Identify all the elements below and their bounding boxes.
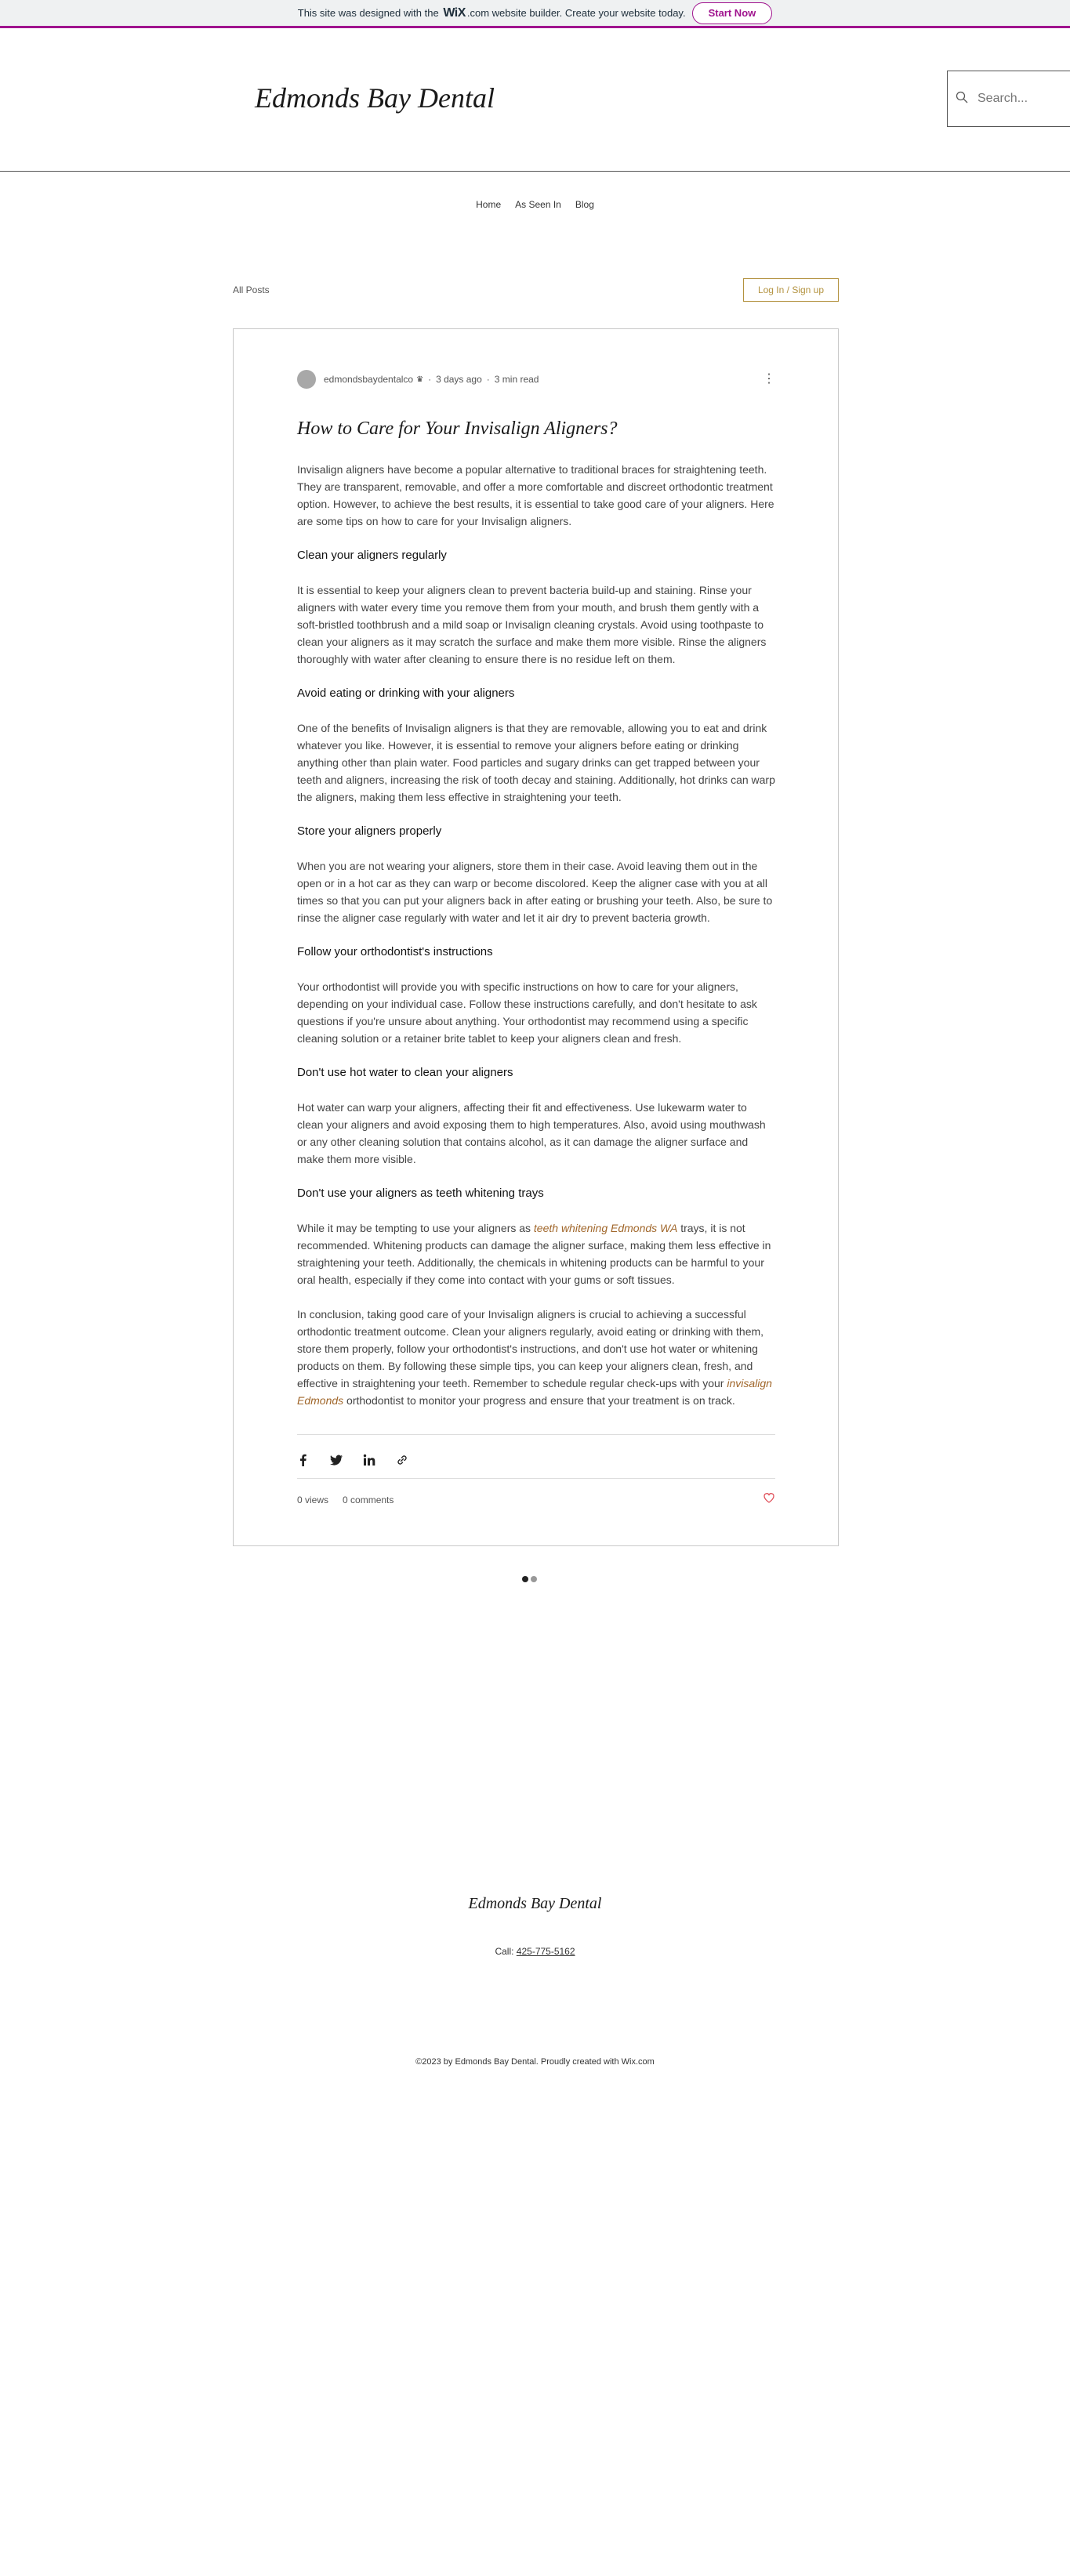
heart-icon[interactable] — [763, 1491, 775, 1506]
heading-orthodontist: Follow your orthodontist's instructions — [297, 945, 493, 958]
paragraph-orthodontist: Your orthodontist will provide you with specific instructions on how to care for your aligners, depending on your individual case. Follow these instructions carefully, and don't hesitate to ask questions if you're unsure about anything. Your orthodontist may recommend using a specific cleaning solution or a retainer brite tablet to keep your aligners clean and fresh. — [297, 980, 757, 1045]
nav-as-seen-in[interactable]: As Seen In — [515, 199, 561, 210]
nav-home[interactable]: Home — [476, 199, 502, 210]
post-card — [233, 328, 839, 1546]
search-box[interactable] — [947, 71, 1070, 127]
views-count: 0 views — [297, 1495, 329, 1505]
search-icon — [956, 91, 968, 107]
wix-logo: WiX — [443, 5, 466, 20]
banner-text-prefix: This site was designed with the — [297, 7, 439, 19]
paragraph-clean: It is essential to keep your aligners clean to prevent bacteria build-up and staining. Rinse your aligners with water every time you remove them from your mouth, and brush them gently with a soft-bristled toothbrush and a mild soap or Invisalign cleaning crystals. Avoid using toothpaste to clean your aligners as it may scratch the surface and make them more visible. Rinse the aligners thoroughly with water after cleaning to ensure there is no residue left on them. — [297, 584, 767, 665]
text-span: trays, it is not recommended. Whitening products can damage the aligner surface, making them less effective in straightening your teeth. Additionally, the chemicals in whitening products can be harmful to your oral health, especially if they come into contact with your gums or soft tissues. — [297, 1222, 771, 1286]
author-name[interactable]: edmondsbaydentalco — [324, 374, 414, 385]
wix-banner — [0, 0, 1070, 28]
footer-call — [0, 1946, 1070, 1957]
pagination-dot[interactable] — [531, 1576, 537, 1582]
paragraph-store: When you are not wearing your aligners, store them in their case. Avoid leaving them out in the open or in a hot car as they can warp or become discolored. Keep the aligner case with you at all times so that you can put your aligners back in after eating or brushing your teeth. Also, be sure to rinse the aligner case regularly with water and let it air dry to prevent bacteria growth. — [297, 860, 773, 924]
linkedin-icon[interactable] — [363, 1454, 375, 1466]
login-signup-button[interactable]: Log In / Sign up — [743, 278, 839, 302]
pagination-dot[interactable] — [522, 1576, 528, 1582]
more-actions-icon[interactable]: ⋮ — [763, 372, 775, 386]
copyright: ©2023 by Edmonds Bay Dental. Proudly created with Wix.com — [415, 2057, 655, 2067]
text-span: In conclusion, taking good care of your Invisalign aligners is crucial to achieving a successful orthodontic treatment outcome. Clean your aligners regularly, avoid eating or drinking with them, store them properly, follow your orthodontist's instructions, and don't use hot water or whitening products on them. By following these simple tips, you can keep your aligners clean, fresh, and effective in straightening your teeth. Remember to schedule regular check-ups with your — [297, 1308, 764, 1389]
all-posts-link[interactable]: All Posts — [233, 284, 270, 295]
heading-avoid-eating: Avoid eating or drinking with your aligners — [297, 687, 515, 700]
paragraph-whitening — [297, 1219, 775, 1288]
heading-store: Store your aligners properly — [297, 824, 442, 838]
paragraph-intro: Invisalign aligners have become a popular alternative to traditional braces for straightening teeth. They are transparent, removable, and offer a more comfortable and discreet orthodontic treatment option. However, to achieve the best results, it is essential to take good care of your aligners. Here are some tips on how to care for your Invisalign aligners. — [297, 463, 774, 527]
meta-separator: · — [486, 374, 490, 385]
meta-separator: · — [428, 374, 432, 385]
read-time: 3 min read — [494, 374, 539, 385]
pagination-dots — [522, 1576, 537, 1582]
paragraph-avoid-eating: One of the benefits of Invisalign aligners is that they are removable, allowing you to eat and drink whatever you like. However, it is essential to remove your aligners before eating or drinking anything other than plain water. Food particles and sugary drinks can get trapped between your teeth and aligners, increasing the risk of tooth decay and staining. Additionally, hot drinks can warp the aligners, making them less effective in straightening your teeth. — [297, 722, 775, 803]
heading-hot-water: Don't use hot water to clean your aligners — [297, 1066, 513, 1079]
teeth-whitening-link[interactable]: teeth whitening Edmonds WA — [533, 1222, 678, 1234]
post-title: How to Care for Your Invisalign Aligners? — [297, 418, 618, 439]
post-divider — [297, 1478, 775, 1479]
heading-clean: Clean your aligners regularly — [297, 549, 447, 562]
invisalign-link[interactable]: invisalign Edmonds — [297, 1377, 772, 1407]
post-divider — [297, 1434, 775, 1435]
crown-icon: ♛ — [416, 375, 424, 384]
facebook-icon[interactable] — [297, 1454, 310, 1466]
link-icon[interactable] — [396, 1454, 408, 1466]
post-content — [297, 370, 775, 1426]
post-body — [297, 461, 775, 1409]
comments-count[interactable]: 0 comments — [343, 1495, 394, 1505]
start-now-button[interactable]: Start Now — [692, 2, 773, 24]
twitter-icon[interactable] — [330, 1454, 343, 1466]
text-span: orthodontist to monitor your progress and ensure that your treatment is on track. — [343, 1394, 735, 1407]
text-span: While it may be tempting to use your aligners as — [297, 1222, 534, 1234]
main-nav — [0, 199, 1070, 210]
share-row — [297, 1454, 408, 1466]
post-meta — [297, 370, 775, 389]
stats-row — [297, 1495, 775, 1505]
heading-whitening: Don't use your aligners as teeth whitening trays — [297, 1187, 544, 1200]
header-divider — [0, 171, 1070, 172]
phone-link[interactable]: 425-775-5162 — [516, 1946, 575, 1957]
search-input[interactable] — [976, 91, 1065, 107]
nav-blog[interactable]: Blog — [575, 199, 594, 210]
call-label: Call: — [495, 1946, 517, 1957]
footer-title: Edmonds Bay Dental — [468, 1895, 602, 1912]
paragraph-hot-water: Hot water can warp your aligners, affecting their fit and effectiveness. Use lukewarm water to clean your aligners and avoid exposing them to high temperatures. Also, avoid using mouthwash or any other cleaning solution that contains alcohol, as it can damage the aligner surface and make them more visible. — [297, 1101, 766, 1165]
paragraph-conclusion — [297, 1306, 775, 1409]
banner-text-suffix: .com website builder. Create your website today. — [466, 7, 686, 19]
site-title[interactable]: Edmonds Bay Dental — [255, 82, 495, 114]
post-time: 3 days ago — [436, 374, 482, 385]
avatar[interactable] — [297, 370, 316, 389]
